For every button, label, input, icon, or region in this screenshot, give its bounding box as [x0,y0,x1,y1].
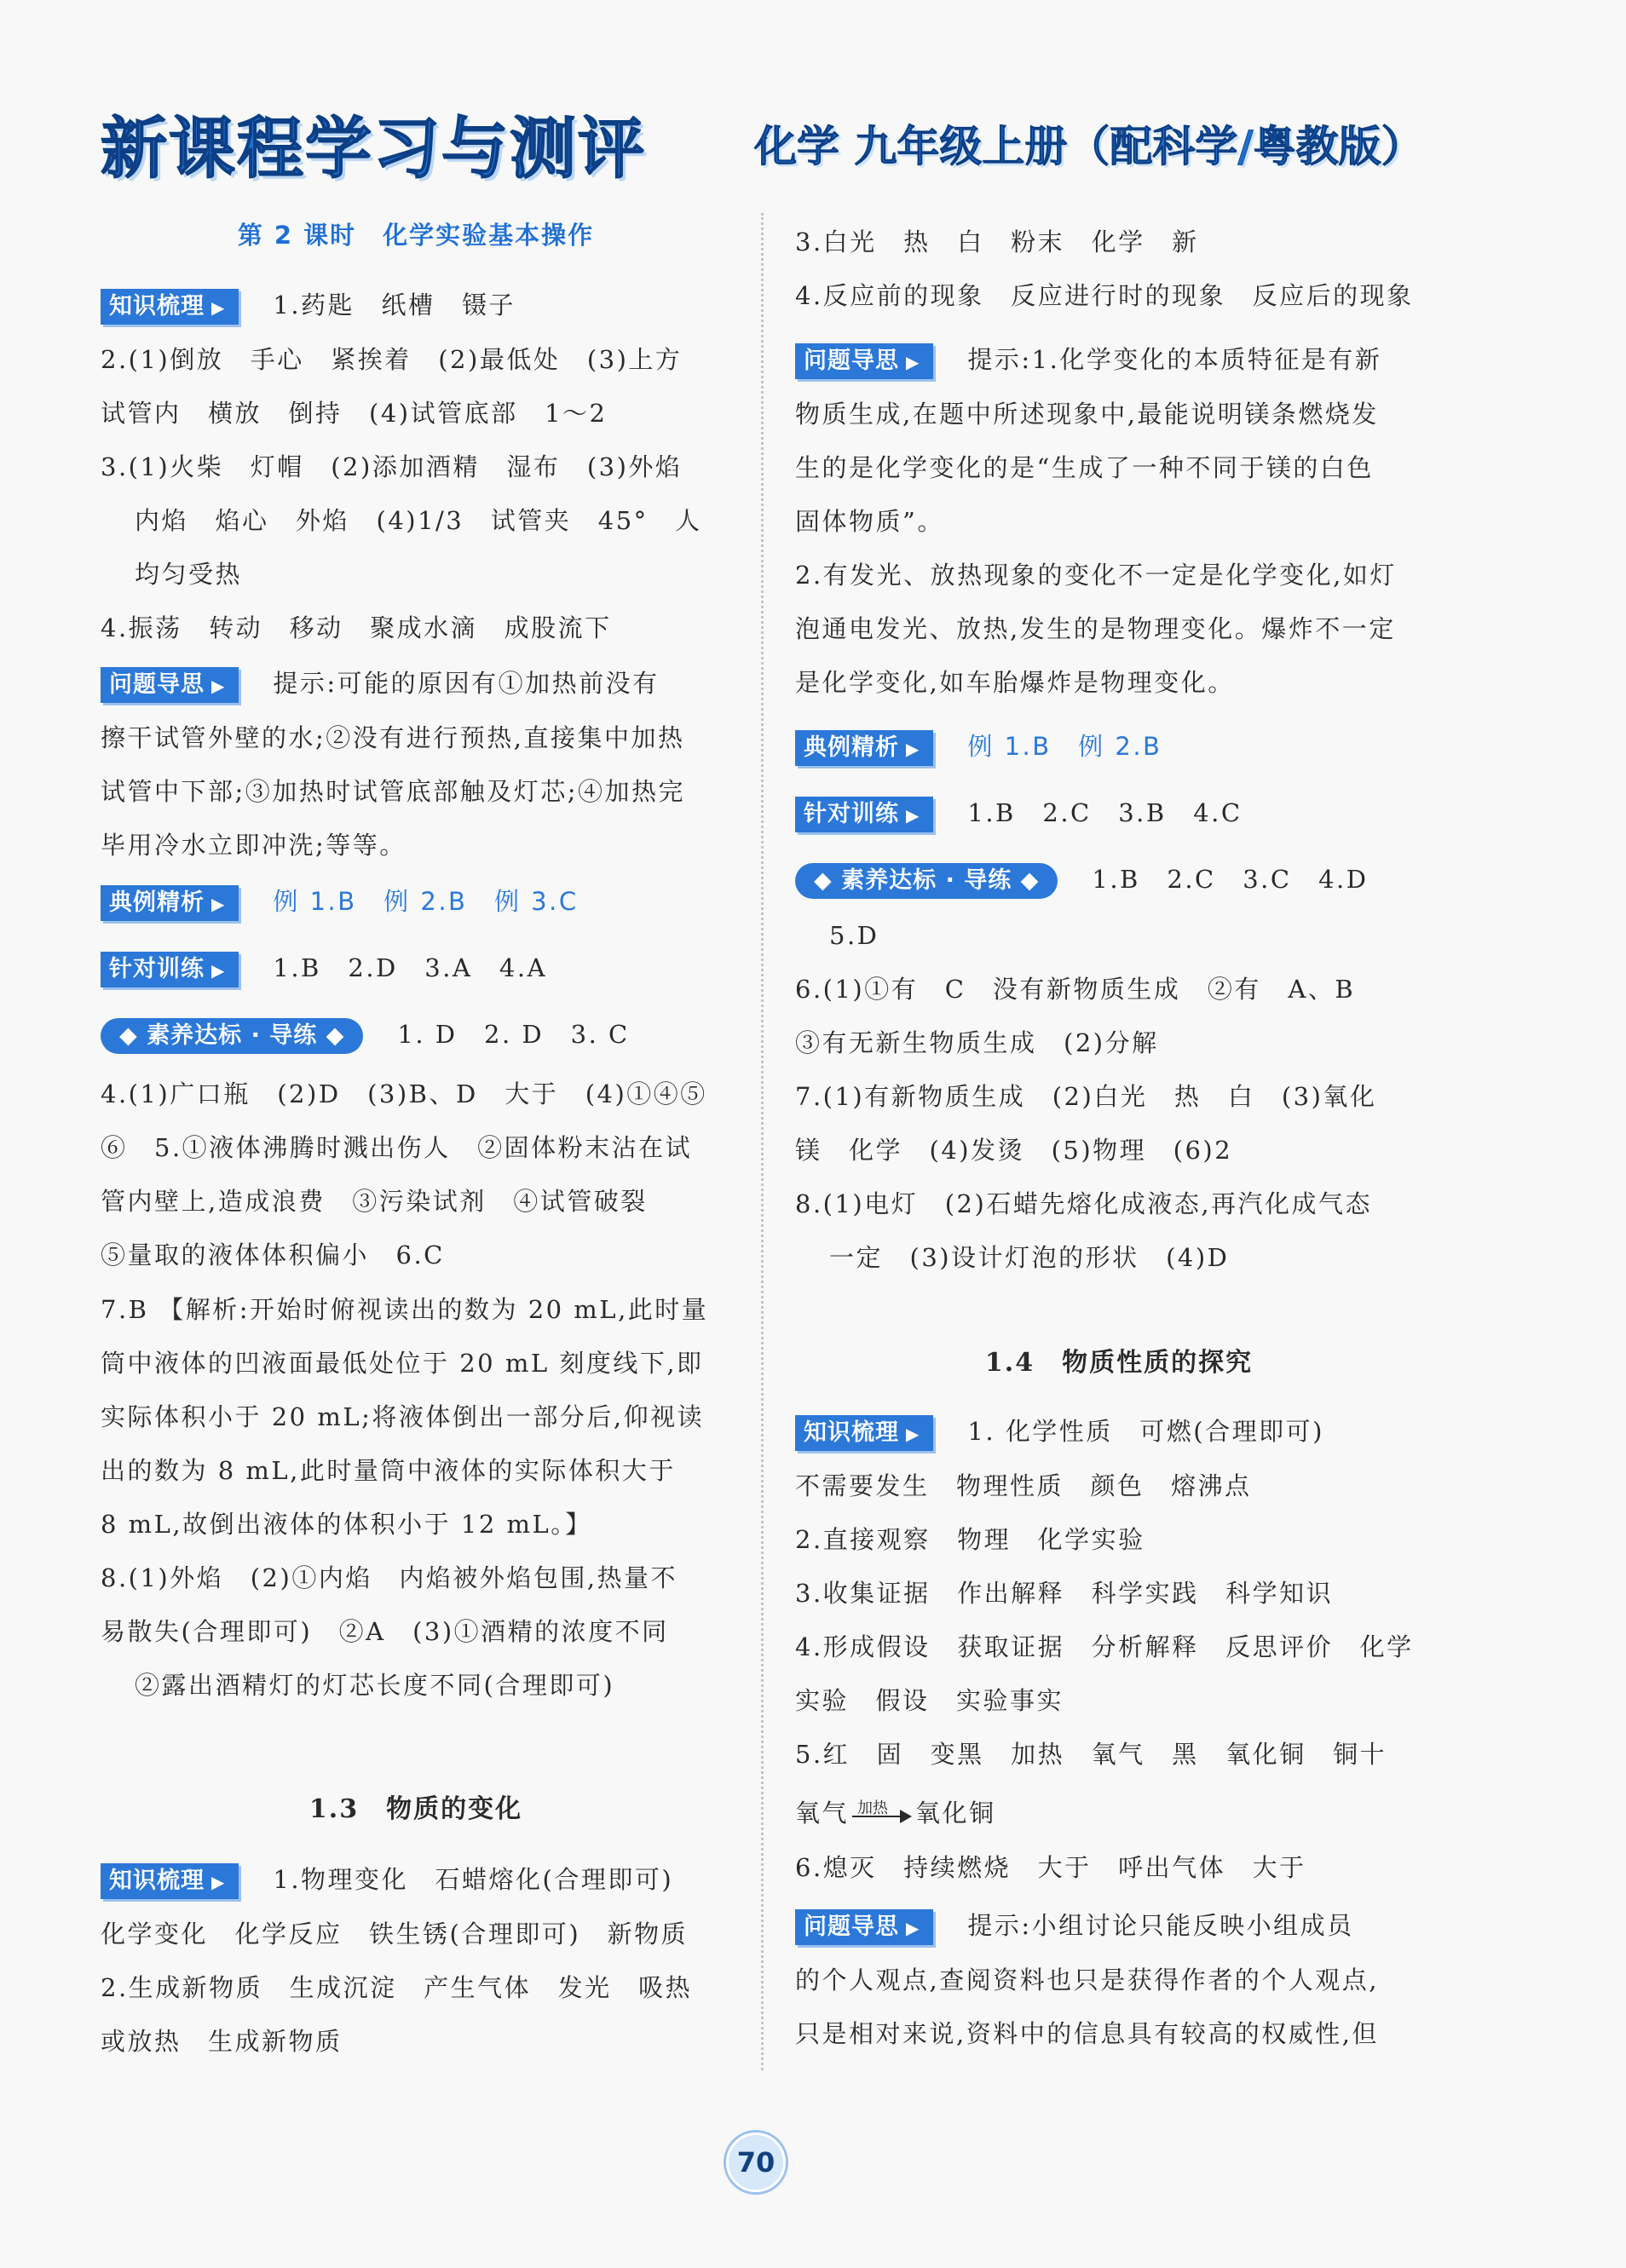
answer-line: 筒中液体的凹液面最低处位于 20 mL 刻度线下,即 [101,1349,704,1378]
answer-line: 擦干试管外壁的水;②没有进行预热,直接集中加热 [101,723,685,752]
tag-suyang-dabiao: ◆ 素养达标 · 导练 ◆ [101,1018,363,1054]
answer-line: 只是相对来说,资料中的信息具有较高的权威性,但 [795,2019,1379,2048]
answer-line [795,341,1443,385]
book-title: 新课程学习与测评 [101,111,647,187]
answer-line: 7.B 【解析:开始时俯视读出的数为 20 mL,此时量 [101,1295,709,1324]
answer-line: 毕用冷水立即冲洗;等等。 [101,831,406,860]
play-arrow-icon: ▶ [906,1424,920,1444]
tag-wenti-daosi: 问题导思 ▶ [795,343,933,379]
answer-line: ⑥ 5.①液体沸腾时溅出伤人 ②固体粉末沾在试 [101,1133,693,1162]
play-arrow-icon: ▶ [211,960,226,981]
answer-text: 提示:可能的原因有①加热前没有 [273,669,660,698]
answer-line: 易散失(合理即可) ②A (3)①酒精的浓度不同 [101,1617,669,1646]
play-arrow-icon: ▶ [906,805,920,826]
answer-line: 6.(1)①有 C 没有新物质生成 ②有 A、B [795,975,1356,1004]
answer-line: 3.收集证据 作出解释 科学实践 科学知识 [795,1579,1334,1608]
tag-suyang-dabiao: ◆ 素养达标 · 导练 ◆ [795,863,1058,899]
answer-line: 一定 (3)设计灯泡的形状 (4)D [829,1243,1230,1272]
tag-zhishi-shuli: 知识梳理 ▶ [795,1415,933,1451]
product-text: 氧化铜 [915,1799,996,1828]
tag-zhishi-shuli: 知识梳理 ▶ [101,289,239,325]
answer-line: 2.有发光、放热现象的变化不一定是化学变化,如灯 [795,561,1397,590]
play-arrow-icon: ▶ [906,352,920,372]
book-subtitle: 化学 九年级上册（配科学/粤教版） [754,122,1424,171]
answer-line [795,794,1443,838]
section-title: 1.3 物质的变化 [308,1794,523,1824]
play-arrow-icon: ▶ [906,1918,920,1938]
answer-line [795,728,1443,772]
answer-line: 4.反应前的现象 反应进行时的现象 反应后的现象 [795,281,1414,310]
answer-text: 例 1.B 例 2.B 例 3.C [273,887,579,916]
answer-line [795,1907,1443,1951]
page-number: 70 [726,2133,786,2192]
play-arrow-icon: ▶ [211,894,226,914]
reaction-equation [795,1794,1443,1839]
answer-text: 1.物理变化 石蜡熔化(合理即可) [273,1865,674,1894]
answer-line [101,1016,731,1060]
answer-line: 7.(1)有新物质生成 (2)白光 热 白 (3)氧化 [795,1082,1377,1111]
answer-line: 不需要发生 物理性质 颜色 熔沸点 [795,1471,1252,1500]
answer-line: 生的是化学变化的是“生成了一种不同于镁的白色 [795,453,1374,482]
answer-line: 物质生成,在题中所述现象中,最能说明镁条燃烧发 [795,400,1379,429]
tag-zhishi-shuli: 知识梳理 ▶ [101,1863,239,1899]
answer-line: 试管内 横放 倒持 (4)试管底部 1～2 [101,399,608,428]
answer-text: 提示:1.化学变化的本质特征是有新 [967,345,1382,374]
answer-line: 的个人观点,查阅资料也只是获得作者的个人观点, [795,1966,1379,1995]
answer-text: 1.B 2.D 3.A 4.A [273,953,548,982]
answer-line: 试管中下部;③加热时试管底部触及灯芯;④加热完 [101,777,686,806]
answer-line: 2.生成新物质 生成沉淀 产生气体 发光 吸热 [101,1973,693,2002]
answer-line: 出的数为 8 mL,此时量筒中液体的实际体积大于 [101,1456,676,1485]
answer-line: 实际体积小于 20 mL;将液体倒出一部分后,仰视读 [101,1402,705,1431]
reaction-arrow-icon [852,1799,912,1828]
play-arrow-icon: ▶ [211,676,226,696]
answer-line: 5.红 固 变黑 加热 氧气 黑 氧化铜 铜十 [795,1740,1387,1769]
answer-line: 8.(1)外焰 (2)①内焰 内焰被外焰包围,热量不 [101,1563,678,1592]
answer-line: 内焰 焰心 外焰 (4)1/3 试管夹 45° 人 [135,506,702,535]
section-title: 1.4 物质性质的探究 [984,1348,1254,1378]
play-arrow-icon: ▶ [906,739,920,759]
answer-line: 是化学变化,如车胎爆炸是物理变化。 [795,668,1235,697]
answer-line [101,665,731,709]
answer-line [101,1861,731,1905]
tag-zhendui-xunlian: 针对训练 ▶ [101,952,239,987]
answer-line: ②露出酒精灯的灯芯长度不同(合理即可) [135,1671,615,1700]
play-arrow-icon: ▶ [211,297,226,318]
play-arrow-icon: ▶ [211,1872,226,1892]
answer-line: 镁 化学 (4)发烫 (5)物理 (6)2 [795,1136,1233,1165]
tag-dianli-jingxi: 典例精析 ▶ [795,730,933,766]
answer-text: 1.B 2.C 3.B 4.C [967,798,1243,827]
answer-line [795,1413,1443,1457]
tag-dianli-jingxi: 典例精析 ▶ [101,885,239,921]
answer-line: ③有无新生物质生成 (2)分解 [795,1028,1159,1057]
answer-line [795,861,1443,905]
answer-line [101,883,731,927]
answer-line [101,286,731,331]
answer-line: 2.(1)倒放 手心 紧挨着 (2)最低处 (3)上方 [101,345,683,374]
answer-line: 管内壁上,造成浪费 ③污染试剂 ④试管破裂 [101,1187,648,1216]
answer-text: 1. D 2. D 3. C [397,1020,630,1049]
answer-text: 1.B 2.C 3.C 4.D [1092,865,1369,894]
reactant-text: 氧气 [795,1799,850,1828]
answer-line: 2.直接观察 物理 化学实验 [795,1525,1145,1554]
tag-wenti-daosi: 问题导思 ▶ [101,667,239,703]
answer-text: 例 1.B 例 2.B [967,732,1162,761]
answer-line: 8 mL,故倒出液体的体积小于 12 mL。】 [101,1510,592,1539]
answer-line: 实验 假设 实验事实 [795,1686,1064,1715]
answer-line [101,949,731,993]
answer-line: 4.(1)广口瓶 (2)D (3)B、D 大于 (4)①④⑤ [101,1079,707,1108]
answer-line: 6.熄灭 持续燃烧 大于 呼出气体 大于 [795,1853,1306,1882]
answer-line: 4.振荡 转动 移动 聚成水滴 成股流下 [101,613,612,642]
answer-text: 提示:小组讨论只能反映小组成员 [967,1911,1354,1940]
tag-wenti-daosi: 问题导思 ▶ [795,1909,933,1945]
answer-line: 3.白光 热 白 粉末 化学 新 [795,227,1199,256]
answer-line: 泡通电发光、放热,发生的是物理变化。爆炸不一定 [795,614,1396,643]
lesson-title: 第 2 课时 化学实验基本操作 [237,221,595,250]
answer-line: ⑤量取的液体体积偏小 6.C [101,1240,445,1269]
reaction-condition: 加热 [857,1799,889,1817]
answer-line: 或放热 生成新物质 [101,2027,343,2056]
column-divider [761,213,764,2070]
answer-line: 5.D [829,921,879,950]
answer-line: 8.(1)电灯 (2)石蜡先熔化成液态,再汽化成气态 [795,1189,1373,1218]
answer-text: 1.药匙 纸槽 镊子 [273,291,516,319]
answer-line: 固体物质”。 [795,507,944,536]
tag-zhendui-xunlian: 针对训练 ▶ [795,797,933,832]
answer-text: 1. 化学性质 可燃(合理即可) [967,1417,1324,1446]
answer-line: 化学变化 化学反应 铁生锈(合理即可) 新物质 [101,1920,689,1949]
answer-line: 均匀受热 [135,560,243,589]
answer-line: 3.(1)火柴 灯帽 (2)添加酒精 湿布 (3)外焰 [101,452,683,481]
answer-line: 4.形成假设 获取证据 分析解释 反思评价 化学 [795,1632,1414,1661]
